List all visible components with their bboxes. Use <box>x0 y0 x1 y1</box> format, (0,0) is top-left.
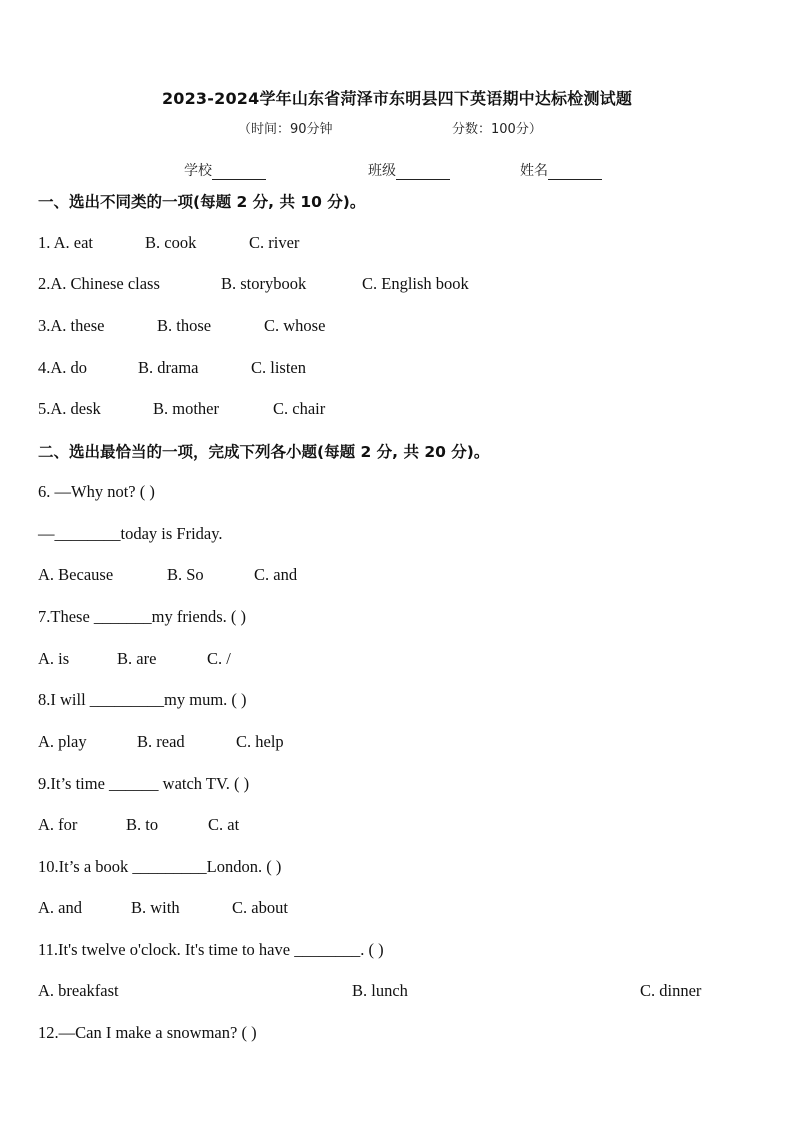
q6-option-a: A. Because <box>38 565 114 584</box>
q3-option-c: C. whose <box>264 316 326 335</box>
q10-option-a: A. and <box>38 898 82 917</box>
q6-option-b: B. So <box>167 565 204 584</box>
exam-title: 2023-2024学年山东省菏泽市东明县四下英语期中达标检测试题 <box>161 89 633 108</box>
q8-option-a: A. play <box>38 732 87 751</box>
q4-option-b: B. drama <box>138 358 199 377</box>
q1-option-c: C. river <box>249 233 300 252</box>
exam-score: 分数：100分） <box>452 122 542 137</box>
school-field <box>184 160 266 180</box>
q8-option-c: C. help <box>236 732 284 751</box>
q10-option-b: B. with <box>131 898 180 917</box>
name-label: 姓名 <box>520 163 548 179</box>
q1-option-b: B. cook <box>145 233 197 252</box>
q11-option-a: A. breakfast <box>38 981 119 1000</box>
q7-option-c: C. / <box>207 649 231 668</box>
q7-option-a: A. is <box>38 649 70 668</box>
q12-stem: 12.—Can I make a snowman? ( ) <box>38 1023 257 1042</box>
q5-option-b: B. mother <box>153 399 219 418</box>
q4-option-a: 4.A. do <box>38 358 88 377</box>
q6-option-c: C. and <box>254 565 298 584</box>
school-label: 学校 <box>184 163 212 179</box>
q8-stem: 8.I will _________my mum. ( ) <box>38 690 247 709</box>
q1-option-a: 1. A. eat <box>38 233 93 252</box>
q10-option-c: C. about <box>232 898 288 917</box>
q7-option-b: B. are <box>117 649 157 668</box>
q9-option-a: A. for <box>38 815 78 834</box>
section1-heading: 一、选出不同类的一项(每题 2 分, 共 10 分)。 <box>38 193 366 211</box>
exam-time: （时间：90分钟 <box>238 122 333 137</box>
q9-stem: 9.It’s time ______ watch TV. ( ) <box>38 774 250 793</box>
class-field <box>368 160 450 180</box>
section2-heading: 二、选出最恰当的一项，完成下列各小题(每题 2 分, 共 20 分)。 <box>38 443 490 461</box>
q10-stem: 10.It’s a book _________London. ( ) <box>38 857 282 876</box>
class-blank <box>396 165 450 180</box>
class-label: 班级 <box>368 163 396 179</box>
q5-option-c: C. chair <box>273 399 326 418</box>
q6-stem: 6. —Why not? ( ) <box>38 482 155 501</box>
q5-option-a: 5.A. desk <box>38 399 101 418</box>
q7-stem: 7.These _______my friends. ( ) <box>38 607 247 626</box>
q4-option-c: C. listen <box>251 358 307 377</box>
q11-stem: 11.It's twelve o'clock. It's time to have ________. ( ) <box>38 940 384 959</box>
q2-option-a: 2.A. Chinese class <box>38 274 160 293</box>
school-blank <box>212 165 266 180</box>
q9-option-c: C. at <box>208 815 240 834</box>
q2-option-c: C. English book <box>362 274 469 293</box>
q9-option-b: B. to <box>126 815 159 834</box>
q6-line2: —________today is Friday. <box>38 524 223 543</box>
q8-option-b: B. read <box>137 732 185 751</box>
q11-option-b: B. lunch <box>352 981 408 1000</box>
name-blank <box>548 165 602 180</box>
q3-option-b: B. those <box>157 316 212 335</box>
q3-option-a: 3.A. these <box>38 316 105 335</box>
q2-option-b: B. storybook <box>221 274 307 293</box>
name-field <box>520 160 602 180</box>
q11-option-c: C. dinner <box>640 981 702 1000</box>
